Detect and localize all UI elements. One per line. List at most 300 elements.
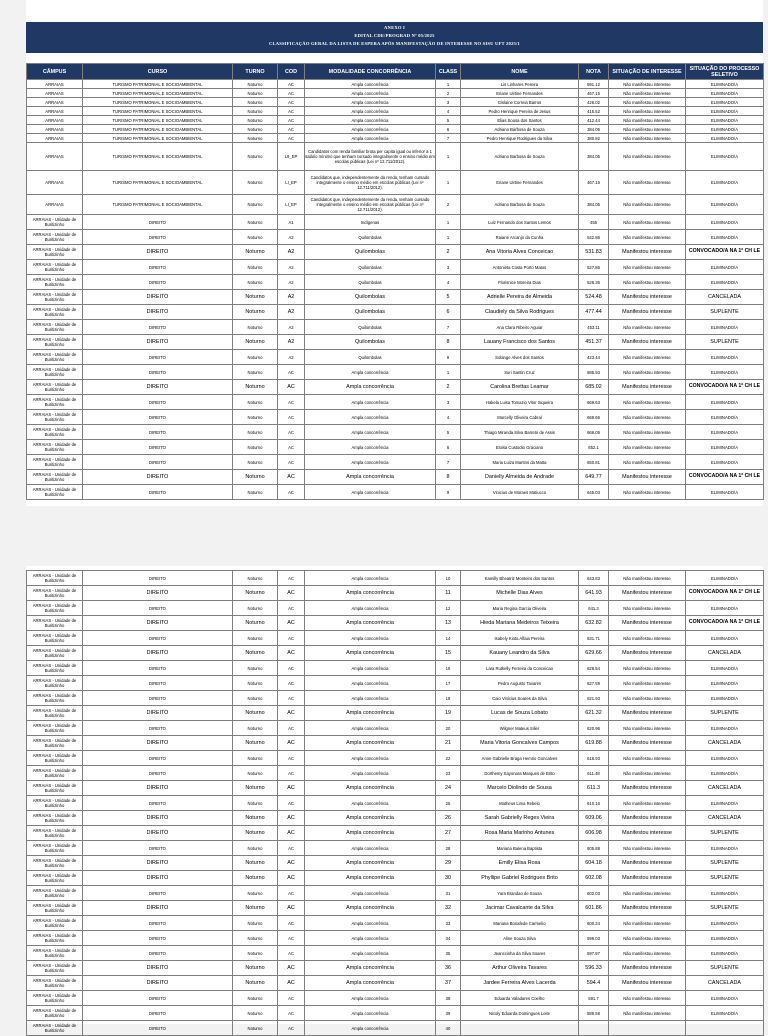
cell-nota: 412.44 xyxy=(579,116,609,125)
cell-situacao: ELIMINADO/A xyxy=(686,991,764,1006)
cell-nome: Eriane Uirtine Fernandes xyxy=(461,171,579,195)
table-row xyxy=(27,275,764,290)
cell-nome: Raiane Arcanjo da Cunha xyxy=(461,230,579,245)
table-row xyxy=(27,485,764,500)
cell-curso: DIREITO xyxy=(83,601,233,616)
cell-interesse: Manifestou interesse xyxy=(609,305,686,320)
cell-class: 4 xyxy=(436,410,461,425)
cell-cod: AC xyxy=(278,616,305,631)
cell-turno: Noturno xyxy=(233,134,278,143)
cell-situacao: ELIMINADO/A xyxy=(686,661,764,676)
cell-class: 28 xyxy=(436,841,461,856)
cell-interesse: Manifestou interesse xyxy=(609,616,686,631)
cell-cod: AC xyxy=(278,721,305,736)
table-row xyxy=(27,991,764,1006)
cell-cod: AC xyxy=(278,571,305,586)
cell-turno: Noturno xyxy=(233,931,278,946)
cell-curso: DIREITO xyxy=(83,736,233,751)
cell-class: 18 xyxy=(436,691,461,706)
cell-campus: ARRAIAS xyxy=(27,98,83,107)
table-row xyxy=(27,961,764,976)
cell-nome: Hieda Mariana Medeiros Teixeira xyxy=(461,616,579,631)
cell-interesse: Não manifestou interesse xyxy=(609,215,686,230)
cell-turno: Noturno xyxy=(233,365,278,380)
table-row xyxy=(27,571,764,586)
cell-turno: Noturno xyxy=(233,856,278,871)
cell-situacao: ELIMINADO/A xyxy=(686,796,764,811)
cell-nome: Pedro Henrique Rodrigues da Silva xyxy=(461,134,579,143)
cell-turno: Noturno xyxy=(233,395,278,410)
cell-mod: Ampla concorrência xyxy=(305,89,436,98)
cell-situacao: ELIMINADO/A xyxy=(686,143,764,171)
cell-cod: AC xyxy=(278,916,305,931)
cell-cod: A1 xyxy=(278,215,305,230)
table-row xyxy=(27,365,764,380)
cell-campus: ARRAIAS - Unidade de Buritizinho xyxy=(27,616,83,631)
cell-mod: Ampla concorrência xyxy=(305,751,436,766)
cell-situacao: ELIMINADO/A xyxy=(686,440,764,455)
cell-curso: DIREITO xyxy=(83,1021,233,1036)
cell-turno: Noturno xyxy=(233,601,278,616)
cell-nome: Eduarda Valadares Coelho xyxy=(461,991,579,1006)
cell-class: 10 xyxy=(436,571,461,586)
cell-cod: AC xyxy=(278,856,305,871)
cell-mod: Ampla concorrência xyxy=(305,470,436,485)
cell-interesse: Não manifestou interesse xyxy=(609,991,686,1006)
cell-nome: Jacimar Cavalcante da Silva xyxy=(461,901,579,916)
cell-nota: 609.06 xyxy=(579,811,609,826)
cell-cod: AC xyxy=(278,796,305,811)
cell-nome: Emilly Elisa Rosa xyxy=(461,856,579,871)
cell-interesse: Não manifestou interesse xyxy=(609,751,686,766)
cell-cod: A2 xyxy=(278,320,305,335)
cell-nome: Jeanccinha da Silva Soares xyxy=(461,946,579,961)
cell-class: 12 xyxy=(436,601,461,616)
cell-cod: AC xyxy=(278,871,305,886)
cell-class: 9 xyxy=(436,350,461,365)
cell-nome: Phyllipe Gabriel Rodrigues Brito xyxy=(461,871,579,886)
cell-interesse: Não manifestou interesse xyxy=(609,631,686,646)
cell-campus: ARRAIAS - Unidade de Buritizinho xyxy=(27,661,83,676)
cell-curso: DIREITO xyxy=(83,425,233,440)
cell-interesse: Não manifestou interesse xyxy=(609,676,686,691)
cell-situacao: CANCELADA xyxy=(686,646,764,661)
cell-mod: Ampla concorrência xyxy=(305,871,436,886)
cell-campus: ARRAIAS - Unidade de Buritizinho xyxy=(27,781,83,796)
cell-nota: 426.02 xyxy=(579,98,609,107)
cell-turno: Noturno xyxy=(233,586,278,601)
cell-class: 2 xyxy=(436,195,461,215)
cell-mod: Quilombolas xyxy=(305,245,436,260)
cell-curso: DIREITO xyxy=(83,631,233,646)
cell-situacao: ELIMINADO/A xyxy=(686,931,764,946)
cell-curso: TURISMO PATRIMONIAL E SOCIOAMBIENTAL xyxy=(83,98,233,107)
cell-curso: DIREITO xyxy=(83,706,233,721)
cell-nome: Adrielle Pereira de Almeida xyxy=(461,290,579,305)
cell-nome: Antonieta Costa Porto Matos xyxy=(461,260,579,275)
table-row xyxy=(27,230,764,245)
table-row xyxy=(27,931,764,946)
cell-cod: AC xyxy=(278,661,305,676)
cell-situacao: ELIMINADO/A xyxy=(686,395,764,410)
col-nome-header: NOME xyxy=(461,64,579,80)
cell-nota: 616.93 xyxy=(579,751,609,766)
cell-curso: DIREITO xyxy=(83,1006,233,1021)
cell-situacao: ELIMINADO/A xyxy=(686,631,764,646)
cell-nota: 611.48 xyxy=(579,766,609,781)
cell-nome: Eloisa Custodio Graciano xyxy=(461,440,579,455)
cell-nota: 596.33 xyxy=(579,961,609,976)
cell-situacao: ELIMINADO/A xyxy=(686,601,764,616)
cell-mod: Ampla concorrência xyxy=(305,991,436,1006)
table-row xyxy=(27,260,764,275)
cell-interesse: Não manifestou interesse xyxy=(609,395,686,410)
table-row xyxy=(27,80,764,89)
table-row xyxy=(27,856,764,871)
cell-nome: Eriane Uirtine Fernandes xyxy=(461,89,579,98)
cell-situacao: SUPLENTE xyxy=(686,901,764,916)
cell-campus: ARRAIAS - Unidade de Buritizinho xyxy=(27,901,83,916)
cell-situacao: CANCELADA xyxy=(686,976,764,991)
table-header-row xyxy=(27,64,764,80)
cell-class: 7 xyxy=(436,320,461,335)
cell-class: 39 xyxy=(436,1006,461,1021)
cell-nome: Yara Brandao de Sousa xyxy=(461,886,579,901)
cell-campus: ARRAIAS - Unidade de Buritizinho xyxy=(27,766,83,781)
cell-turno: Noturno xyxy=(233,125,278,134)
cell-nota: 599.03 xyxy=(579,931,609,946)
cell-interesse: Não manifestou interesse xyxy=(609,455,686,470)
table-row xyxy=(27,751,764,766)
cell-cod: AC xyxy=(278,380,305,395)
cell-curso: DIREITO xyxy=(83,901,233,916)
cell-interesse: Manifestou interesse xyxy=(609,290,686,305)
cell-class: 1 xyxy=(436,365,461,380)
cell-class: 15 xyxy=(436,646,461,661)
cell-cod: AC xyxy=(278,901,305,916)
cell-nome: Lucas de Souza Lobato xyxy=(461,706,579,721)
cell-nome: Sarah Gabrielly Reges Vieira xyxy=(461,811,579,826)
cell-situacao: ELIMINADO/A xyxy=(686,410,764,425)
table-row xyxy=(27,676,764,691)
cell-interesse: Não manifestou interesse xyxy=(609,320,686,335)
cell-nome: Maria Luiza Martins da Matta xyxy=(461,455,579,470)
cell-cod: AC xyxy=(278,98,305,107)
cell-nota: 619.88 xyxy=(579,736,609,751)
table-row xyxy=(27,245,764,260)
cell-campus: ARRAIAS - Unidade de Buritizinho xyxy=(27,260,83,275)
document-page-1 xyxy=(26,0,763,506)
table-row xyxy=(27,766,764,781)
cell-campus: ARRAIAS - Unidade de Buritizinho xyxy=(27,485,83,500)
cell-interesse: Manifestou interesse xyxy=(609,380,686,395)
table-row xyxy=(27,691,764,706)
cell-turno: Noturno xyxy=(233,766,278,781)
col-cod-header: COD xyxy=(278,64,305,80)
cell-situacao: ELIMINADO/A xyxy=(686,195,764,215)
cell-turno: Noturno xyxy=(233,171,278,195)
cell-mod: Ampla concorrência xyxy=(305,691,436,706)
cell-curso: DIREITO xyxy=(83,916,233,931)
cell-class: 30 xyxy=(436,871,461,886)
cell-turno: Noturno xyxy=(233,631,278,646)
cell-cod: AC xyxy=(278,691,305,706)
table-row xyxy=(27,195,764,215)
cell-nota: 685.93 xyxy=(579,365,609,380)
cell-campus: ARRAIAS xyxy=(27,80,83,89)
cell-interesse: Não manifestou interesse xyxy=(609,886,686,901)
cell-turno: Noturno xyxy=(233,320,278,335)
cell-turno: Noturno xyxy=(233,781,278,796)
cell-cod: AC xyxy=(278,134,305,143)
cell-curso: DIREITO xyxy=(83,395,233,410)
cell-situacao: ELIMINADO/A xyxy=(686,571,764,586)
cell-turno: Noturno xyxy=(233,230,278,245)
cell-nota: 641.93 xyxy=(579,586,609,601)
cell-mod: Ampla concorrência xyxy=(305,631,436,646)
cell-nome: Dorthemy Sayonara Marques de Brito xyxy=(461,766,579,781)
cell-curso: DIREITO xyxy=(83,751,233,766)
col-class-header: CLASS xyxy=(436,64,461,80)
cell-mod: Ampla concorrência xyxy=(305,931,436,946)
cell-mod: Quilombolas xyxy=(305,305,436,320)
cell-cod: AC xyxy=(278,991,305,1006)
cell-turno: Noturno xyxy=(233,571,278,586)
cell-class: 1 xyxy=(436,171,461,195)
cell-turno: Noturno xyxy=(233,260,278,275)
cell-interesse: Não manifestou interesse xyxy=(609,841,686,856)
cell-mod: Ampla concorrência xyxy=(305,365,436,380)
cell-cod: AC xyxy=(278,931,305,946)
table-row xyxy=(27,116,764,125)
cell-curso: TURISMO PATRIMONIAL E SOCIOAMBIENTAL xyxy=(83,195,233,215)
cell-turno: Noturno xyxy=(233,736,278,751)
cell-nome: Mariana Bonafede Carmelio xyxy=(461,916,579,931)
col-modalidade-header: MODALIDADE CONCORRÊNCIA xyxy=(305,64,436,80)
cell-curso: TURISMO PATRIMONIAL E SOCIOAMBIENTAL xyxy=(83,107,233,116)
cell-mod: Ampla concorrência xyxy=(305,395,436,410)
cell-cod: AC xyxy=(278,886,305,901)
cell-turno: Noturno xyxy=(233,275,278,290)
table-row xyxy=(27,470,764,485)
cell-campus: ARRAIAS - Unidade de Buritizinho xyxy=(27,751,83,766)
cell-cod: AC xyxy=(278,676,305,691)
cell-nota: 527.86 xyxy=(579,260,609,275)
cell-nota: 594.4 xyxy=(579,976,609,991)
cell-cod: AC xyxy=(278,601,305,616)
cell-nota: 669.63 xyxy=(579,395,609,410)
cell-interesse: Não manifestou interesse xyxy=(609,116,686,125)
cell-interesse: Manifestou interesse xyxy=(609,901,686,916)
cell-mod: Ampla concorrência xyxy=(305,380,436,395)
cell-campus: ARRAIAS - Unidade de Buritizinho xyxy=(27,856,83,871)
cell-nota: 645.03 xyxy=(579,485,609,500)
cell-class: 32 xyxy=(436,901,461,916)
edital-title: EDITAL CDE/PROGRAD Nº 05/2025 xyxy=(354,33,435,38)
classification-table xyxy=(26,63,764,500)
cell-curso: TURISMO PATRIMONIAL E SOCIOAMBIENTAL xyxy=(83,116,233,125)
table-row xyxy=(27,305,764,320)
cell-mod: Ampla concorrência xyxy=(305,946,436,961)
cell-campus: ARRAIAS - Unidade de Buritizinho xyxy=(27,736,83,751)
cell-mod: Candidatos com renda familiar bruta per capita igual ou inferior a 1 salário mínimo que tenham cursado integralmente o ensino médio em escolas públicas (Lei nº 12.711/2012). xyxy=(305,143,436,171)
cell-nome: Danielly Almeida de Andrade xyxy=(461,470,579,485)
cell-cod: A2 xyxy=(278,290,305,305)
cell-turno: Noturno xyxy=(233,98,278,107)
cell-nota: 384.05 xyxy=(579,195,609,215)
cell-campus: ARRAIAS - Unidade de Buritizinho xyxy=(27,365,83,380)
cell-interesse: Não manifestou interesse xyxy=(609,766,686,781)
cell-situacao: CONVOCADO/A NA 1ª CH LE xyxy=(686,380,764,395)
cell-turno: Noturno xyxy=(233,976,278,991)
cell-situacao: SUPLENTE xyxy=(686,335,764,350)
cell-nome: Nicoly Eduarda Domingues Leite xyxy=(461,1006,579,1021)
cell-class: 3 xyxy=(436,98,461,107)
cell-nome: Pedro Henrique Pereira de Jesus xyxy=(461,107,579,116)
cell-mod: Ampla concorrência xyxy=(305,425,436,440)
cell-mod: Ampla concorrência xyxy=(305,976,436,991)
table-row xyxy=(27,601,764,616)
cell-curso: DIREITO xyxy=(83,260,233,275)
cell-situacao: ELIMINADO/A xyxy=(686,365,764,380)
cell-interesse: Manifestou interesse xyxy=(609,586,686,601)
cell-situacao: CONVOCADO/A NA 1ª CH LE xyxy=(686,245,764,260)
cell-class: 1 xyxy=(436,215,461,230)
cell-nome: Thiago Miranda Silva Barreto de Assis xyxy=(461,425,579,440)
cell-campus: ARRAIAS xyxy=(27,195,83,215)
cell-mod: Quilombolas xyxy=(305,230,436,245)
cell-class: 6 xyxy=(436,125,461,134)
cell-interesse: Não manifestou interesse xyxy=(609,931,686,946)
cell-interesse: Manifestou interesse xyxy=(609,470,686,485)
cell-cod: AC xyxy=(278,976,305,991)
cell-nome: Elias Sousa dos Santos xyxy=(461,116,579,125)
cell-nome: Ana Clara Ribeiro Aguiar xyxy=(461,320,579,335)
cell-situacao: CANCELADA xyxy=(686,736,764,751)
cell-cod: AC xyxy=(278,586,305,601)
cell-mod: Quilombolas xyxy=(305,290,436,305)
cell-interesse: Não manifestou interesse xyxy=(609,916,686,931)
table-row xyxy=(27,380,764,395)
cell-mod: Ampla concorrência xyxy=(305,721,436,736)
cell-campus: ARRAIAS - Unidade de Buritizinho xyxy=(27,931,83,946)
table-row xyxy=(27,646,764,661)
cell-class: 5 xyxy=(436,116,461,125)
cell-interesse: Não manifestou interesse xyxy=(609,171,686,195)
cell-curso: TURISMO PATRIMONIAL E SOCIOAMBIENTAL xyxy=(83,89,233,98)
cell-mod: Quilombolas xyxy=(305,275,436,290)
cell-cod: AC xyxy=(278,89,305,98)
table-row xyxy=(27,320,764,335)
table-row xyxy=(27,616,764,631)
cell-campus: ARRAIAS - Unidade de Buritizinho xyxy=(27,811,83,826)
cell-campus: ARRAIAS xyxy=(27,125,83,134)
cell-situacao: CONVOCADO/A NA 1ª CH LE xyxy=(686,470,764,485)
cell-campus: ARRAIAS - Unidade de Buritizinho xyxy=(27,916,83,931)
cell-campus: ARRAIAS - Unidade de Buritizinho xyxy=(27,275,83,290)
cell-curso: TURISMO PATRIMONIAL E SOCIOAMBIENTAL xyxy=(83,171,233,195)
cell-turno: Noturno xyxy=(233,143,278,171)
cell-nome: Vinicius de Moraes Matiucco xyxy=(461,485,579,500)
cell-interesse: Não manifestou interesse xyxy=(609,98,686,107)
cell-situacao: SUPLENTE xyxy=(686,871,764,886)
cell-class: 1 xyxy=(436,230,461,245)
cell-mod: Ampla concorrência xyxy=(305,826,436,841)
cell-nota: 610.16 xyxy=(579,796,609,811)
cell-class: 3 xyxy=(436,260,461,275)
cell-mod: Ampla concorrência xyxy=(305,571,436,586)
cell-nota: 605.88 xyxy=(579,841,609,856)
cell-nome: Arthur Oliveira Tavares xyxy=(461,961,579,976)
cell-curso: DIREITO xyxy=(83,856,233,871)
cell-nota: 591.7 xyxy=(579,991,609,1006)
cell-curso: DIREITO xyxy=(83,485,233,500)
cell-turno: Noturno xyxy=(233,841,278,856)
cell-curso: DIREITO xyxy=(83,335,233,350)
cell-turno: Noturno xyxy=(233,646,278,661)
table-row xyxy=(27,706,764,721)
cell-interesse: Não manifestou interesse xyxy=(609,230,686,245)
table-row xyxy=(27,98,764,107)
cell-campus: ARRAIAS - Unidade de Buritizinho xyxy=(27,826,83,841)
table-row xyxy=(27,916,764,931)
cell-turno: Noturno xyxy=(233,811,278,826)
cell-class: 33 xyxy=(436,916,461,931)
cell-mod: Ampla concorrência xyxy=(305,455,436,470)
cell-turno: Noturno xyxy=(233,290,278,305)
cell-turno: Noturno xyxy=(233,89,278,98)
cell-cod: AC xyxy=(278,706,305,721)
cell-campus: ARRAIAS - Unidade de Buritizinho xyxy=(27,841,83,856)
cell-class: 4 xyxy=(436,107,461,116)
cell-mod: Ampla concorrência xyxy=(305,796,436,811)
cell-cod: AC xyxy=(278,440,305,455)
cell-nota: 604.18 xyxy=(579,856,609,871)
cell-turno: Noturno xyxy=(233,410,278,425)
cell-mod: Ampla concorrência xyxy=(305,1021,436,1036)
cell-class: 20 xyxy=(436,721,461,736)
cell-cod: AC xyxy=(278,470,305,485)
cell-mod: Ampla concorrência xyxy=(305,80,436,89)
cell-nome: Marcelly Oliveira Cabral xyxy=(461,410,579,425)
col-turno-header: TURNO xyxy=(233,64,278,80)
cell-mod: Ampla concorrência xyxy=(305,116,436,125)
cell-campus: ARRAIAS - Unidade de Buritizinho xyxy=(27,586,83,601)
cell-interesse: Não manifestou interesse xyxy=(609,125,686,134)
cell-interesse: Manifestou interesse xyxy=(609,646,686,661)
cell-class: 8 xyxy=(436,335,461,350)
cell-nota: 649.77 xyxy=(579,470,609,485)
cell-curso: DIREITO xyxy=(83,320,233,335)
table-row xyxy=(27,107,764,116)
cell-interesse: Manifestou interesse xyxy=(609,811,686,826)
cell-interesse: Não manifestou interesse xyxy=(609,134,686,143)
cell-nota: 602.08 xyxy=(579,871,609,886)
cell-nome: Maria Vitoria Goncalves Campos xyxy=(461,736,579,751)
cell-cod: A2 xyxy=(278,305,305,320)
cell-mod: Ampla concorrência xyxy=(305,961,436,976)
cell-cod: AC xyxy=(278,365,305,380)
cell-situacao: CONVOCADO/A NA 1ª CH LE xyxy=(686,586,764,601)
cell-class: 3 xyxy=(436,395,461,410)
cell-nome: Marcelo Diolindo de Sousa xyxy=(461,781,579,796)
cell-class: 36 xyxy=(436,961,461,976)
cell-situacao: ELIMINADO/A xyxy=(686,125,764,134)
cell-curso: DIREITO xyxy=(83,470,233,485)
cell-class: 2 xyxy=(436,245,461,260)
cell-class: 24 xyxy=(436,781,461,796)
cell-curso: DIREITO xyxy=(83,440,233,455)
